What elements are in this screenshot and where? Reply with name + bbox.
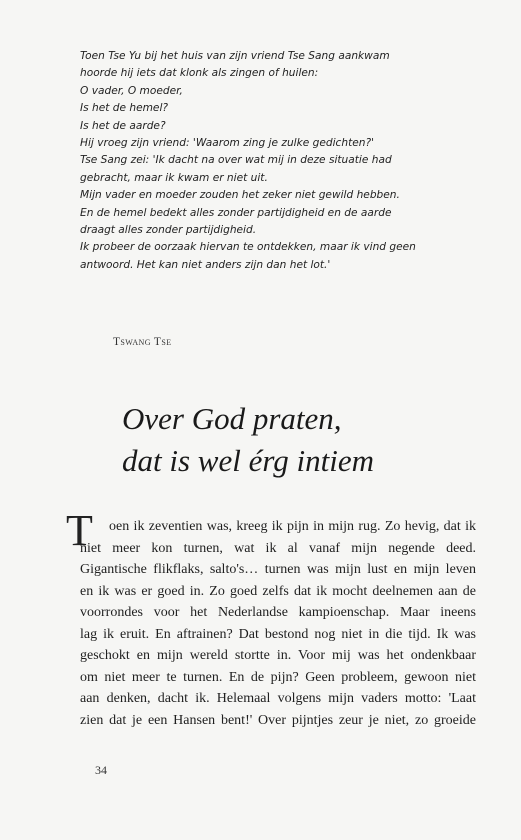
body-line: lag ik eruit. En aftrainen? Dat bestond nog niet in die tijd. Ik was: [80, 626, 476, 642]
body-line: en ik was er goed in. Zo goed zelfs dat ik mocht deelnemen aan de: [80, 583, 476, 599]
chapter-title-line-2: dat is wel érg intiem: [122, 443, 374, 478]
body-line: geschokt en mijn wereld stortte in. Voor mij was het ondenkbaar: [80, 648, 476, 663]
body-line: Gigantische flikflaks, salto's… turnen was mijn lust en mijn leven: [80, 562, 476, 577]
epigraph-line: Toen Tse Yu bij het huis van zijn vriend Tse Sang aankwam: [80, 50, 390, 62]
drop-cap: T: [66, 506, 93, 555]
epigraph-line: En de hemel bedekt alles zonder partijdigheid en de aarde: [80, 206, 392, 219]
epigraph-line: Hij vroeg zijn vriend: 'Waarom zing je zulke gedichten?': [80, 137, 374, 150]
epigraph-attribution: Tswang Tse: [113, 336, 172, 348]
body-line: zien dat je een Hansen bent!' Over pijntjes zeur je niet, zo groeide: [80, 712, 476, 728]
epigraph-line: antwoord. Het kan niet anders zijn dan het lot.': [80, 258, 331, 271]
body-line: voorrondes voor het Nederlandse kampioenschap. Maar ineens: [80, 605, 476, 620]
epigraph-line: draagt alles zonder partijdigheid.: [80, 224, 257, 237]
epigraph-line: Mijn vader en moeder zouden het zeker niet gewild hebben.: [80, 189, 400, 202]
body-line: aan denken, dacht ik. Helemaal volgens mijn vaders motto: 'Laat: [80, 691, 476, 706]
epigraph-line: Is het de hemel?: [80, 102, 169, 115]
chapter-title-line-1: Over God praten,: [122, 401, 342, 436]
body-line: niet meer kon turnen, wat ik al vanaf mijn negende deed.: [80, 540, 476, 556]
epigraph-line: gebracht, maar ik kwam er niet uit.: [80, 171, 268, 184]
epigraph-line: Is het de aarde?: [80, 119, 166, 132]
body-line: om niet meer te turnen. En de pijn? Geen probleem, gewoon niet: [80, 669, 476, 685]
epigraph-line: hoorde hij iets dat klonk als zingen of huilen:: [80, 67, 319, 80]
epigraph-line: O vader, O moeder,: [80, 84, 183, 97]
chapter-title: [122, 398, 482, 482]
body-paragraph: [80, 516, 476, 731]
epigraph-line: Tse Sang zei: 'Ik dacht na over wat mij in deze situatie had: [80, 154, 392, 167]
page-number: 34: [95, 763, 107, 777]
epigraph-line: Ik probeer de oorzaak hiervan te ontdekken, maar ik vind geen: [80, 241, 416, 254]
body-line: oen ik zeventien was, kreeg ik pijn in mijn rug. Zo hevig, dat ik: [109, 519, 476, 534]
epigraph: [80, 48, 475, 274]
